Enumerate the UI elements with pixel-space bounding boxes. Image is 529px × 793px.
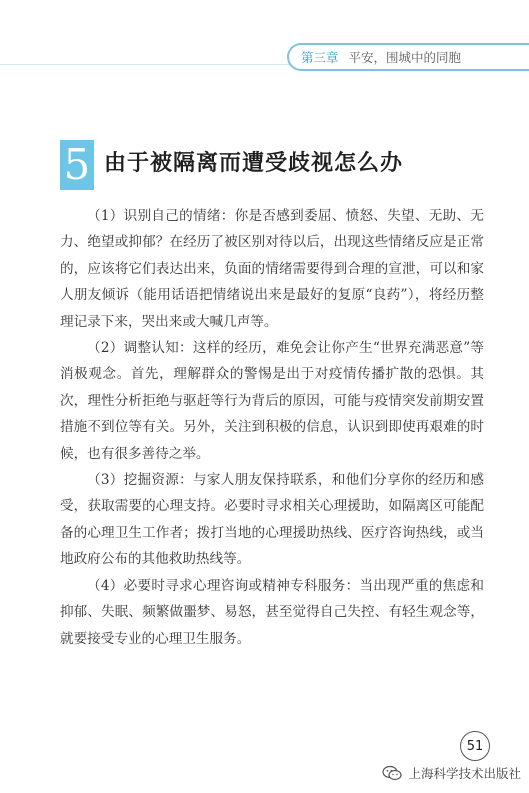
paragraph-identify-emotions: （1）识别自己的情绪：你是否感到委屈、愤怒、失望、无助、无力、绝望或抑郁？在经历了被区别对待以后，出现这些情绪反应是正常的，应该将它们表达出来，负面的情绪需要得到合理的宣泄，可以和家人朋友倾诉（能用话语把情绪说出来是最好的复原“良药”），将经历整理记录下来，哭出来或大喊几声等。: [60, 208, 484, 330]
paragraph-mine-resources: （3）挖掘资源：与家人朋友保持联系，和他们分享你的经历和感受，获取需要的心理支持。必要时寻求相关心理援助，如隔离区可能配备的心理卫生工作者；拨打当地的心理援助热线、医疗咨询热线，或当地政府公布的其他救助热线等。: [60, 472, 484, 568]
paragraph-seek-help: （4）必要时寻求心理咨询或精神专科服务：当出现严重的焦虑和抑郁、失眠、频繁做噩梦、易怒，甚至觉得自己失控、有轻生观念等，就要接受专业的心理卫生服务。: [60, 577, 484, 647]
chapter-header: [287, 43, 529, 71]
chapter-number: 第三章: [301, 50, 339, 65]
chapter-title: 平安，围城中的同胞: [348, 50, 462, 65]
body-text: [60, 203, 484, 652]
paragraph-adjust-cognition: （2）调整认知：这样的经历，难免会让你产生“世界充满恶意”等消极观念。首先，理解群众的警惕是出于对疫情传播扩散的恐惧。其次，理性分析拒绝与驱赶等行为背后的原因，可能与疫情突发前期安置措施不到位等有关。另外，关注到积极的信息，认识到即使再艰难的时候，也有很多善待之举。: [60, 340, 484, 462]
section-title: 由于被隔离而遭受歧视怎么办: [104, 150, 404, 176]
watermark-text: 上海科学技术出版社: [408, 766, 521, 781]
watermark: [382, 764, 521, 782]
section-number: 5: [60, 140, 94, 190]
wechat-icon: [382, 765, 402, 781]
page-number: 51: [460, 731, 490, 761]
